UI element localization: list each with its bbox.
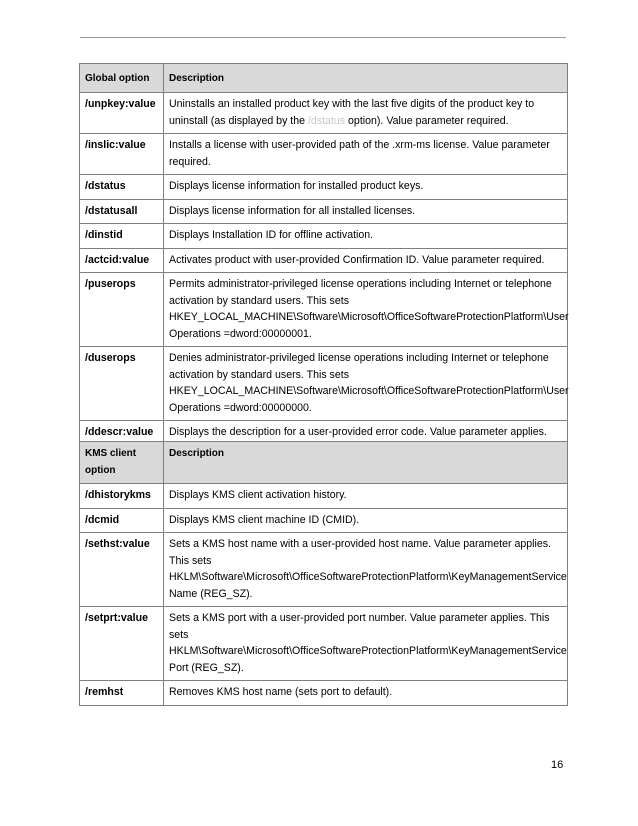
- option-cell: /puserops: [80, 273, 164, 347]
- table-row: [80, 224, 568, 249]
- column-header-option: KMS client option: [80, 442, 164, 484]
- column-header-option: Global option: [80, 64, 164, 93]
- table-row: [80, 484, 568, 509]
- option-cell: /duserops: [80, 347, 164, 421]
- table-row: [80, 273, 568, 347]
- table-header-row: [80, 64, 568, 93]
- option-cell: /inslic:value: [80, 134, 164, 175]
- table-row: [80, 508, 568, 533]
- global-options-table: [79, 63, 568, 446]
- option-cell: /actcid:value: [80, 248, 164, 273]
- table-row: [80, 134, 568, 175]
- option-cell: /dstatus: [80, 175, 164, 200]
- option-reference: /dstatus: [307, 114, 346, 127]
- table-row: [80, 175, 568, 200]
- description-cell: Activates product with user-provided Confirmation ID. Value parameter required.: [164, 248, 568, 273]
- option-cell: /dcmid: [80, 508, 164, 533]
- description-cell: Sets a KMS port with a user-provided port number. Value parameter applies. This sets HKLM\Software\Microsoft\OfficeSoftwareProtectionPlatform\KeyManagementService Port (REG_SZ).: [164, 607, 568, 681]
- description-cell: Installs a license with user-provided path of the .xrm-ms license. Value parameter required.: [164, 134, 568, 175]
- description-cell: Permits administrator-privileged license operations including Internet or telephone activation by standard users. This sets HKEY_LOCAL_MACHINE\Software\Microsoft\OfficeSoftwareProtectionPlatform\User Operations =dword:00000001.: [164, 273, 568, 347]
- option-cell: /dinstid: [80, 224, 164, 249]
- option-cell: /setprt:value: [80, 607, 164, 681]
- description-cell: Displays license information for installed product keys.: [164, 175, 568, 200]
- description-cell: Denies administrator-privileged license operations including Internet or telephone activation by standard users. This sets HKEY_LOCAL_MACHINE\Software\Microsoft\OfficeSoftwareProtectionPlatform\User Operations =dword:00000000.: [164, 347, 568, 421]
- page-number: 16: [551, 759, 564, 771]
- kms-client-options-table: [79, 441, 568, 706]
- table-row: [80, 681, 568, 706]
- column-header-description: Description: [164, 442, 568, 484]
- description-cell: Removes KMS host name (sets port to default).: [164, 681, 568, 706]
- description-cell: Displays KMS client machine ID (CMID).: [164, 508, 568, 533]
- description-cell: Displays Installation ID for offline activation.: [164, 224, 568, 249]
- table-row: [80, 199, 568, 224]
- table-row: [80, 607, 568, 681]
- table-row: [80, 93, 568, 134]
- column-header-description: Description: [164, 64, 568, 93]
- option-cell: /sethst:value: [80, 533, 164, 607]
- description-cell: Displays the description for a user-provided error code. Value parameter applies.: [164, 421, 568, 446]
- header-rule: [80, 37, 566, 38]
- description-cell: Displays KMS client activation history.: [164, 484, 568, 509]
- table-row: [80, 533, 568, 607]
- option-cell: /remhst: [80, 681, 164, 706]
- description-cell: Sets a KMS host name with a user-provided host name. Value parameter applies. This sets HKLM\Software\Microsoft\OfficeSoftwareProtectionPlatform\KeyManagementService Name (REG_SZ).: [164, 533, 568, 607]
- description-cell: [164, 93, 568, 134]
- table-header-row: [80, 442, 568, 484]
- description-cell: Displays license information for all installed licenses.: [164, 199, 568, 224]
- description-text: Uninstalls an installed product key with the last five digits of the product key to uninstall (as displayed by the: [169, 98, 535, 127]
- option-cell: /dhistorykms: [80, 484, 164, 509]
- table-row: [80, 347, 568, 421]
- table-row: [80, 248, 568, 273]
- description-text: option). Value parameter required.: [345, 114, 509, 127]
- option-cell: /ddescr:value: [80, 421, 164, 446]
- option-cell: /dstatusall: [80, 199, 164, 224]
- option-cell: /unpkey:value: [80, 93, 164, 134]
